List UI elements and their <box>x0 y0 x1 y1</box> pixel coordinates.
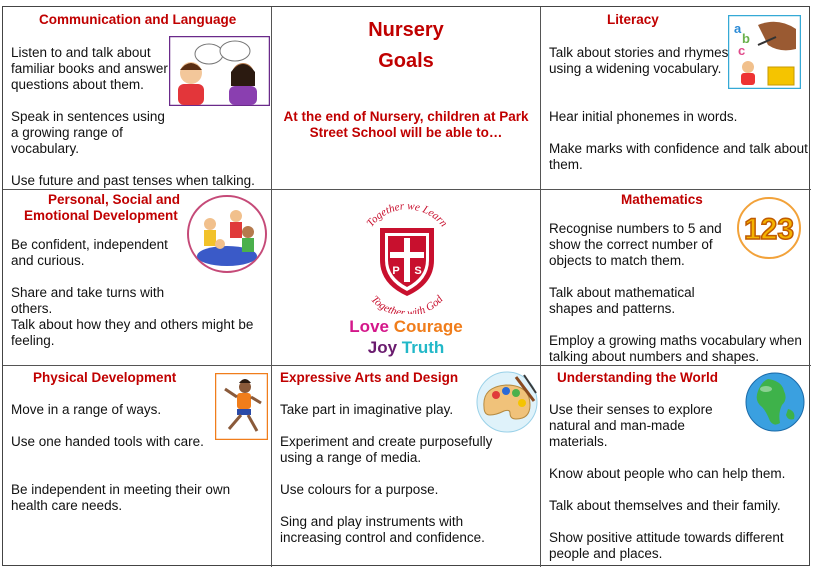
numbers-123-icon <box>736 196 802 260</box>
value-love: Love <box>349 317 389 336</box>
page-subtitle-line1: At the end of Nursery, children at Park <box>283 109 529 124</box>
expressive-item: Sing and play instruments with increasing control and confidence. <box>280 514 485 545</box>
psed-item: Talk about how they and others might be feeling. <box>11 317 254 348</box>
values-line2 <box>272 337 540 358</box>
expressive-title: Expressive Arts and Design <box>280 370 459 385</box>
psed-cell <box>3 190 272 366</box>
mathematics-item: Recognise numbers to 5 and show the correct number of objects to match them. <box>549 221 722 268</box>
literacy-item-list-2 <box>549 109 809 189</box>
crest-arc-top: Together we Learn <box>364 200 450 230</box>
expressive-item: Experiment and create purposefully using a range of media. <box>280 434 493 465</box>
world-item: Show positive attitude towards different people and places. <box>549 530 784 561</box>
communication-title: Communication and Language <box>39 12 237 27</box>
literacy-title: Literacy <box>607 12 659 27</box>
world-item: Know about people who can help them. <box>549 466 786 481</box>
communication-item: Listen to and talk about familiar books and answer questions about them. <box>11 45 168 92</box>
svg-text:c: c <box>738 43 746 58</box>
psed-item-list-2 <box>11 317 272 365</box>
communication-item-list-2 <box>11 173 272 190</box>
world-item-list <box>549 402 739 466</box>
mathematics-title: Mathematics <box>621 192 703 207</box>
mathematics-item-list-2 <box>549 333 811 366</box>
page-title-line1: Nursery <box>368 19 444 41</box>
communication-item-list <box>11 45 171 173</box>
psed-title-line1: Personal, Social and <box>47 192 181 207</box>
mathematics-item-list <box>549 221 741 333</box>
physical-item-list <box>11 402 211 466</box>
playing-children-icon <box>186 194 268 274</box>
crest-letter-p: P <box>392 265 400 277</box>
mathematics-item: Talk about mathematical shapes and patterns. <box>549 285 695 316</box>
literacy-item: Hear initial phonemes in words. <box>549 109 738 124</box>
physical-item: Move in a range of ways. <box>11 402 162 417</box>
goals-grid <box>2 6 810 566</box>
psed-item: Be confident, independent and curious. <box>11 237 168 268</box>
logo-cell <box>272 190 541 366</box>
header-cell <box>272 7 541 190</box>
world-item-list-2 <box>549 466 811 567</box>
literacy-item-list <box>549 45 729 93</box>
literacy-item: Make marks with confidence and talk about them. <box>549 141 808 172</box>
globe-icon <box>744 371 806 433</box>
physical-cell <box>3 366 272 567</box>
writing-hand-icon <box>728 15 801 89</box>
expressive-item: Take part in imaginative play. <box>280 402 454 417</box>
value-truth: Truth <box>401 338 445 357</box>
talking-children-icon <box>169 36 270 106</box>
math-icon-text: 123 <box>743 213 795 246</box>
literacy-item: Talk about stories and rhymes using a widening vocabulary. <box>549 45 729 76</box>
world-item: Use their senses to explore natural and man-made materials. <box>549 402 713 449</box>
page-title-line2: Goals <box>378 50 434 72</box>
jumping-girl-icon <box>215 373 268 440</box>
physical-item-list-2 <box>11 482 266 530</box>
communication-item: Use future and past tenses when talking. <box>11 173 255 188</box>
svg-text:b: b <box>742 31 750 46</box>
school-crest-logo <box>342 198 472 314</box>
communication-item: Speak in sentences using a growing range of vocabulary. <box>11 109 165 156</box>
expressive-item: Use colours for a purpose. <box>280 482 439 497</box>
physical-item: Use one handed tools with care. <box>11 434 204 449</box>
communication-cell <box>3 7 272 190</box>
expressive-item-list <box>280 402 520 434</box>
crest-letter-s: S <box>414 265 422 277</box>
crest-arc-bottom: Together with God <box>368 293 446 314</box>
value-joy: Joy <box>367 338 398 357</box>
literacy-cell <box>541 7 811 190</box>
value-courage: Courage <box>393 317 463 336</box>
psed-title-line2: Emotional Development <box>24 208 178 223</box>
world-item: Talk about themselves and their family. <box>549 498 781 513</box>
world-cell <box>541 366 811 567</box>
physical-item: Be independent in meeting their own health care needs. <box>11 482 231 513</box>
mathematics-item: Employ a growing maths vocabulary when talking about numbers and shapes. <box>549 333 802 364</box>
svg-text:a: a <box>734 21 742 36</box>
physical-title: Physical Development <box>33 370 177 385</box>
world-title: Understanding the World <box>557 370 718 385</box>
mathematics-cell <box>541 190 811 366</box>
psed-item: Share and take turns with others. <box>11 285 165 316</box>
page-subtitle-line2: Street School will be able to… <box>309 125 503 140</box>
expressive-cell <box>272 366 541 567</box>
values-line1 <box>272 316 540 337</box>
expressive-item-list-2 <box>280 434 520 562</box>
